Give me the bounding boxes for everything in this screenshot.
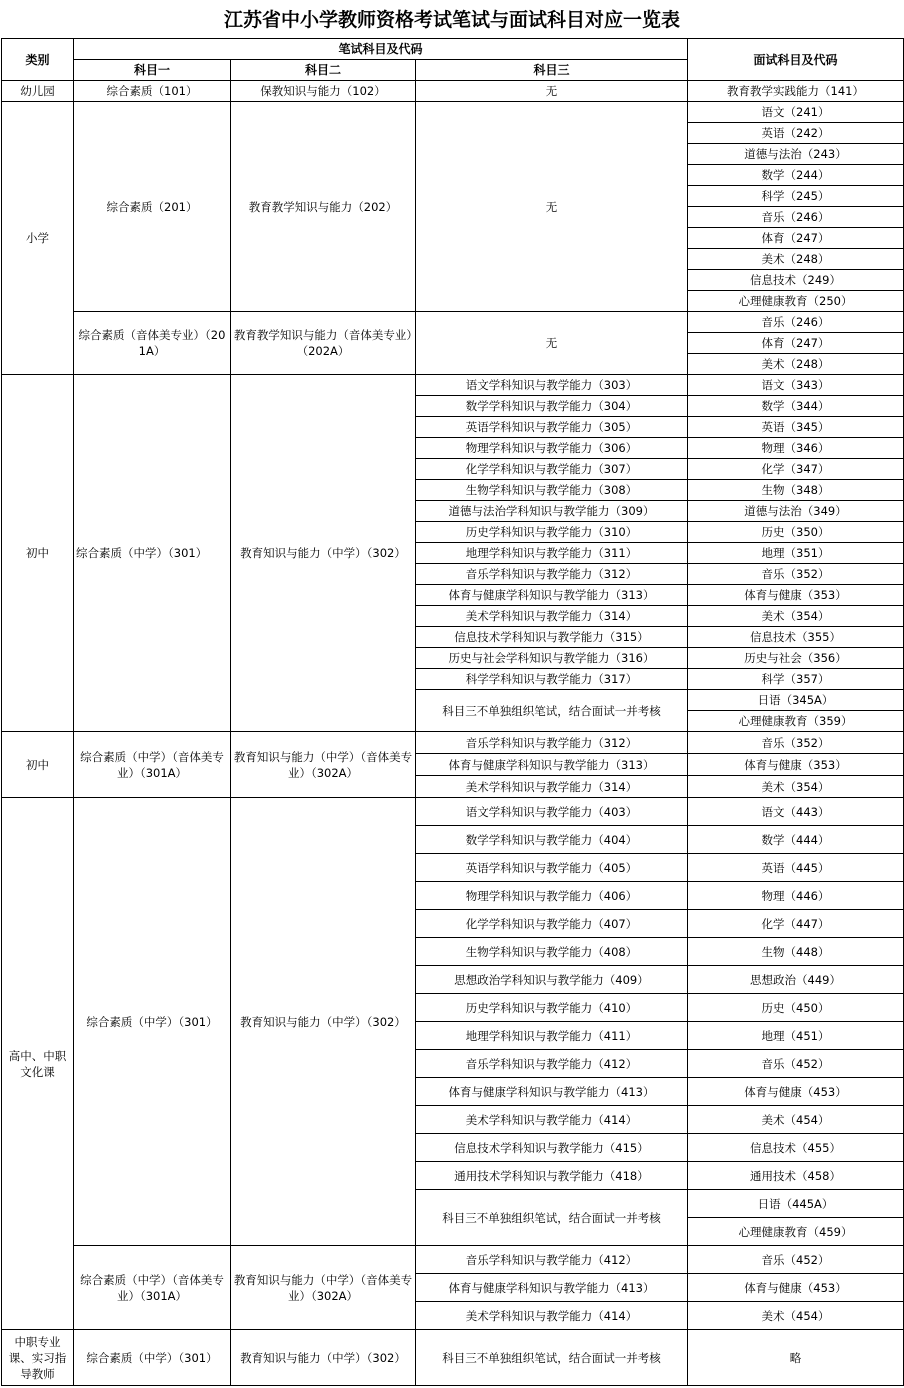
subject3-cell: 道德与法治学科知识与教学能力（309） (416, 501, 688, 522)
interview-cell: 化学（447） (688, 910, 904, 938)
header-subject1: 科目一 (74, 60, 231, 81)
subject-table (1, 38, 904, 1386)
category-cell: 中职专业课、实习指导教师 (2, 1330, 74, 1386)
category-cell: 小学 (2, 102, 74, 375)
header-written: 笔试科目及代码 (74, 39, 688, 60)
category-cell: 高中、中职文化课 (2, 798, 74, 1330)
interview-cell: 日语（445A） (688, 1190, 904, 1218)
table-row (2, 1330, 904, 1386)
interview-cell: 英语（242） (688, 123, 904, 144)
subject3-cell: 美术学科知识与教学能力（314） (416, 606, 688, 627)
subject3-cell: 历史学科知识与教学能力（310） (416, 522, 688, 543)
category-cell: 初中 (2, 375, 74, 732)
subject3-cell: 音乐学科知识与教学能力（312） (416, 732, 688, 754)
interview-cell: 音乐（452） (688, 1246, 904, 1274)
interview-cell: 历史（450） (688, 994, 904, 1022)
interview-cell: 数学（444） (688, 826, 904, 854)
header-category: 类别 (2, 39, 74, 81)
subject3-cell: 历史与社会学科知识与教学能力（316） (416, 648, 688, 669)
subject3-cell: 体育与健康学科知识与教学能力（413） (416, 1078, 688, 1106)
subject3-cell: 生物学科知识与教学能力（408） (416, 938, 688, 966)
interview-cell: 体育与健康（453） (688, 1078, 904, 1106)
interview-cell: 体育（247） (688, 228, 904, 249)
subject2-cell: 教育教学知识与能力（音体美专业）（202A） (231, 312, 416, 375)
interview-cell: 科学（357） (688, 669, 904, 690)
interview-cell: 心理健康教育（250） (688, 291, 904, 312)
subject3-cell: 科目三不单独组织笔试，结合面试一并考核 (416, 1190, 688, 1246)
category-cell: 初中 (2, 732, 74, 798)
interview-cell: 体育与健康（353） (688, 585, 904, 606)
interview-cell: 信息技术（249） (688, 270, 904, 291)
interview-cell: 历史与社会（356） (688, 648, 904, 669)
interview-cell: 道德与法治（349） (688, 501, 904, 522)
subject1-cell: 综合素质（中学）（301） (74, 798, 231, 1246)
interview-cell: 美术（454） (688, 1106, 904, 1134)
subject3-cell: 化学学科知识与教学能力（407） (416, 910, 688, 938)
subject3-cell: 音乐学科知识与教学能力（412） (416, 1050, 688, 1078)
interview-cell: 心理健康教育（359） (688, 711, 904, 732)
subject3-cell: 体育与健康学科知识与教学能力（313） (416, 585, 688, 606)
interview-cell: 日语（345A） (688, 690, 904, 711)
interview-cell: 英语（345） (688, 417, 904, 438)
header-interview: 面试科目及代码 (688, 39, 904, 81)
interview-cell: 语文（443） (688, 798, 904, 826)
interview-cell: 物理（346） (688, 438, 904, 459)
subject3-cell: 体育与健康学科知识与教学能力（313） (416, 754, 688, 776)
interview-cell: 思想政治（449） (688, 966, 904, 994)
subject3-cell: 英语学科知识与教学能力（305） (416, 417, 688, 438)
subject1-cell: 综合素质（201） (74, 102, 231, 312)
interview-cell: 信息技术（355） (688, 627, 904, 648)
interview-cell: 美术（248） (688, 354, 904, 375)
subject3-cell: 数学学科知识与教学能力（404） (416, 826, 688, 854)
subject3-cell: 生物学科知识与教学能力（308） (416, 480, 688, 501)
subject1-cell: 综合素质（中学）（301） (74, 1330, 231, 1386)
table-row (2, 102, 904, 123)
subject3-cell: 物理学科知识与教学能力（306） (416, 438, 688, 459)
interview-cell: 音乐（246） (688, 207, 904, 228)
interview-cell: 音乐（452） (688, 1050, 904, 1078)
subject3-cell: 物理学科知识与教学能力（406） (416, 882, 688, 910)
subject3-cell: 化学学科知识与教学能力（307） (416, 459, 688, 480)
subject3-cell: 思想政治学科知识与教学能力（409） (416, 966, 688, 994)
header-subject2: 科目二 (231, 60, 416, 81)
subject3-cell: 科学学科知识与教学能力（317） (416, 669, 688, 690)
subject3-cell: 美术学科知识与教学能力（414） (416, 1106, 688, 1134)
subject2-cell: 教育知识与能力（中学）（302） (231, 375, 416, 732)
interview-cell: 地理（451） (688, 1022, 904, 1050)
interview-cell: 物理（446） (688, 882, 904, 910)
table-row (2, 375, 904, 396)
subject3-cell: 美术学科知识与教学能力（314） (416, 776, 688, 798)
subject2-cell: 教育教学知识与能力（202） (231, 102, 416, 312)
interview-cell: 科学（245） (688, 186, 904, 207)
subject2-cell: 教育知识与能力（中学）（302） (231, 1330, 416, 1386)
interview-cell: 教育教学实践能力（141） (688, 81, 904, 102)
table-row (2, 732, 904, 754)
interview-cell: 音乐（352） (688, 564, 904, 585)
subject3-cell: 历史学科知识与教学能力（410） (416, 994, 688, 1022)
table-row (2, 312, 904, 333)
interview-cell: 道德与法治（243） (688, 144, 904, 165)
interview-cell: 心理健康教育（459） (688, 1218, 904, 1246)
subject3-cell: 无 (416, 312, 688, 375)
interview-cell: 生物（348） (688, 480, 904, 501)
interview-cell: 音乐（352） (688, 732, 904, 754)
subject3-cell: 信息技术学科知识与教学能力（415） (416, 1134, 688, 1162)
interview-cell: 数学（244） (688, 165, 904, 186)
subject3-cell: 科目三不单独组织笔试，结合面试一并考核 (416, 1330, 688, 1386)
subject3-cell: 通用技术学科知识与教学能力（418） (416, 1162, 688, 1190)
subject1-cell: 综合素质（音体美专业）（201A） (74, 312, 231, 375)
subject3-cell: 信息技术学科知识与教学能力（315） (416, 627, 688, 648)
subject2-cell: 教育知识与能力（中学）（音体美专业）（302A） (231, 1246, 416, 1330)
subject3-cell: 语文学科知识与教学能力（403） (416, 798, 688, 826)
page-title: 江苏省中小学教师资格考试笔试与面试科目对应一览表 (223, 9, 680, 31)
interview-cell: 音乐（246） (688, 312, 904, 333)
subject1-cell: 综合素质（中学）（音体美专业）（301A） (74, 1246, 231, 1330)
subject3-cell: 无 (416, 81, 688, 102)
subject3-cell: 数学学科知识与教学能力（304） (416, 396, 688, 417)
interview-cell: 通用技术（458） (688, 1162, 904, 1190)
table-row (2, 798, 904, 826)
subject1-cell: 综合素质（中学）（音体美专业）（301A） (74, 732, 231, 798)
interview-cell: 体育与健康（353） (688, 754, 904, 776)
interview-cell: 地理（351） (688, 543, 904, 564)
subject1-cell: 综合素质（中学）（301） (74, 375, 231, 732)
interview-cell: 略 (688, 1330, 904, 1386)
category-cell: 幼儿园 (2, 81, 74, 102)
interview-cell: 英语（445） (688, 854, 904, 882)
interview-cell: 生物（448） (688, 938, 904, 966)
interview-cell: 美术（454） (688, 1302, 904, 1330)
table-row (2, 81, 904, 102)
interview-cell: 体育与健康（453） (688, 1274, 904, 1302)
interview-cell: 美术（354） (688, 776, 904, 798)
subject3-cell: 地理学科知识与教学能力（311） (416, 543, 688, 564)
subject3-cell: 语文学科知识与教学能力（303） (416, 375, 688, 396)
interview-cell: 历史（350） (688, 522, 904, 543)
header-subject3: 科目三 (416, 60, 688, 81)
interview-cell: 语文（241） (688, 102, 904, 123)
subject3-cell: 音乐学科知识与教学能力（312） (416, 564, 688, 585)
interview-cell: 美术（248） (688, 249, 904, 270)
interview-cell: 数学（344） (688, 396, 904, 417)
interview-cell: 语文（343） (688, 375, 904, 396)
header-row-1 (2, 39, 904, 60)
subject1-cell: 综合素质（101） (74, 81, 231, 102)
subject2-cell: 教育知识与能力（中学）（音体美专业）（302A） (231, 732, 416, 798)
table-body (2, 39, 904, 1386)
interview-cell: 体育（247） (688, 333, 904, 354)
table-row (2, 1246, 904, 1274)
subject3-cell: 音乐学科知识与教学能力（412） (416, 1246, 688, 1274)
subject3-cell: 科目三不单独组织笔试，结合面试一并考核 (416, 690, 688, 732)
interview-cell: 信息技术（455） (688, 1134, 904, 1162)
subject3-cell: 体育与健康学科知识与教学能力（413） (416, 1274, 688, 1302)
interview-cell: 化学（347） (688, 459, 904, 480)
subject3-cell: 无 (416, 102, 688, 312)
interview-cell: 美术（354） (688, 606, 904, 627)
subject3-cell: 地理学科知识与教学能力（411） (416, 1022, 688, 1050)
subject2-cell: 教育知识与能力（中学）（302） (231, 798, 416, 1246)
subject3-cell: 英语学科知识与教学能力（405） (416, 854, 688, 882)
subject2-cell: 保教知识与能力（102） (231, 81, 416, 102)
subject3-cell: 美术学科知识与教学能力（414） (416, 1302, 688, 1330)
